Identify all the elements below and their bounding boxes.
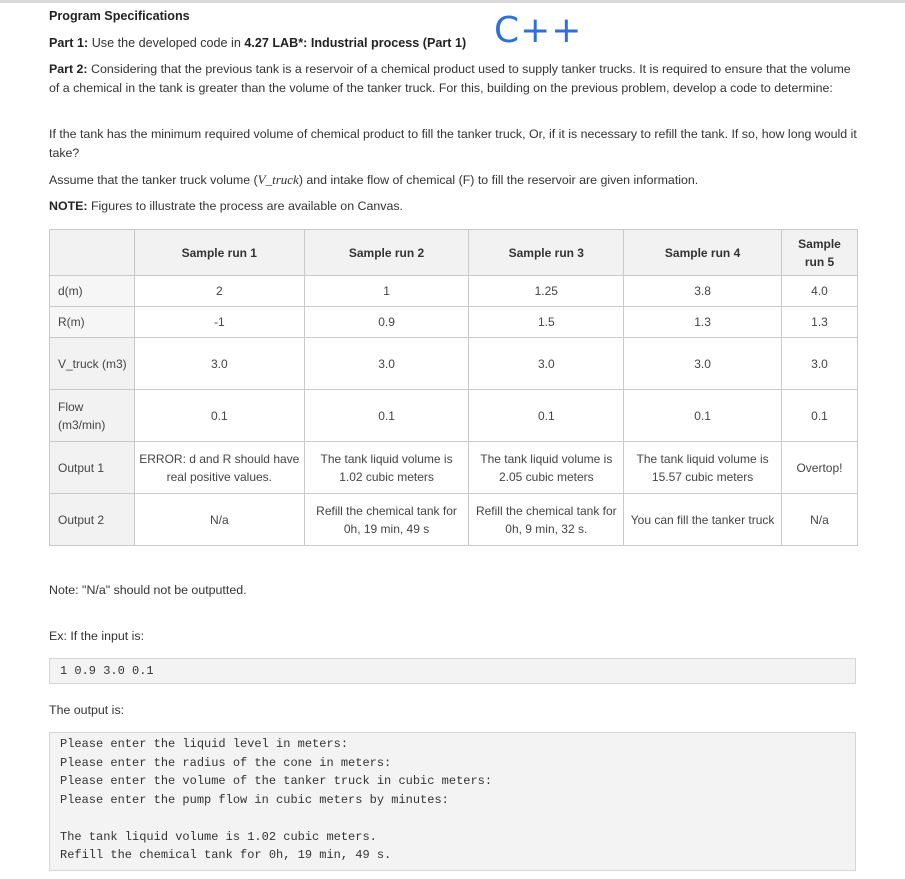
example-input-intro: Ex: If the input is:	[49, 629, 145, 643]
table-row	[50, 338, 858, 390]
table-row	[50, 442, 858, 494]
table-cell: 3.0	[304, 338, 469, 390]
cpp-logo: C++	[494, 10, 583, 51]
assumption-text	[49, 170, 861, 190]
table-cell: 3.8	[624, 276, 782, 307]
table-header-row	[50, 230, 858, 276]
example-input-value: 1 0.9 3.0 0.1	[60, 664, 154, 678]
table-cell: 1.3	[624, 307, 782, 338]
table-cell: 1.3	[781, 307, 857, 338]
table-cell: -1	[134, 307, 304, 338]
header-cell: Sample run 4	[624, 230, 782, 276]
header-cell: Sample run 3	[469, 230, 624, 276]
output-line: Please enter the volume of the tanker truck in cubic meters:	[60, 774, 493, 788]
row-label: Output 2	[50, 494, 135, 546]
table-cell: Overtop!	[781, 442, 857, 494]
table-cell: 0.1	[624, 390, 782, 442]
table-cell: N/a	[134, 494, 304, 546]
header-cell	[50, 230, 135, 276]
row-label: R(m)	[50, 307, 135, 338]
table-row	[50, 276, 858, 307]
table-cell: 1	[304, 276, 469, 307]
header-cell: Sample run 5	[781, 230, 857, 276]
table-cell: 3.0	[134, 338, 304, 390]
part2-body: Considering that the previous tank is a reservoir of a chemical product used to supply tanker trucks. It is required to ensure that the volume of a chemical in the tank is greater than the volume of the tanker truck. For this, building on the previous problem, develop a code to determine:	[49, 62, 851, 95]
table-cell: 2	[134, 276, 304, 307]
output-line: The tank liquid volume is 1.02 cubic meters.	[60, 830, 377, 844]
table-cell: 1.25	[469, 276, 624, 307]
table-cell: 3.0	[624, 338, 782, 390]
table-cell: N/a	[781, 494, 857, 546]
table-cell: 4.0	[781, 276, 857, 307]
part1-text	[49, 36, 466, 50]
table-row	[50, 390, 858, 442]
table-cell: 1.5	[469, 307, 624, 338]
row-label: Flow (m3/min)	[50, 390, 135, 442]
table-cell: 0.9	[304, 307, 469, 338]
row-label: Output 1	[50, 442, 135, 494]
table-row	[50, 494, 858, 546]
table-cell: The tank liquid volume is 1.02 cubic meters	[304, 442, 469, 494]
output-line: Please enter the pump flow in cubic meters by minutes:	[60, 793, 449, 807]
table-cell: Refill the chemical tank for 0h, 19 min, 49 s	[304, 494, 469, 546]
note-body: Figures to illustrate the process are available on Canvas.	[87, 199, 403, 213]
table-cell: 0.1	[469, 390, 624, 442]
table-cell: 0.1	[781, 390, 857, 442]
part2-text	[49, 60, 861, 98]
table-cell: The tank liquid volume is 15.57 cubic meters	[624, 442, 782, 494]
note-na: Note: "N/a" should not be outputted.	[49, 583, 247, 597]
table-cell: You can fill the tanker truck	[624, 494, 782, 546]
assumption-before: Assume that the tanker truck volume (	[49, 173, 258, 187]
table-cell: The tank liquid volume is 2.05 cubic meters	[469, 442, 624, 494]
note-figures	[49, 197, 861, 216]
example-output-box	[49, 732, 856, 871]
table-cell: 0.1	[304, 390, 469, 442]
table-cell: ERROR: d and R should have real positive values.	[134, 442, 304, 494]
table-cell: 0.1	[134, 390, 304, 442]
top-divider	[0, 0, 905, 3]
header-cell: Sample run 2	[304, 230, 469, 276]
table-cell: Refill the chemical tank for 0h, 9 min, 32 s.	[469, 494, 624, 546]
table-cell: 3.0	[469, 338, 624, 390]
row-label: V_truck (m3)	[50, 338, 135, 390]
part1-body: Use the developed code in	[88, 36, 245, 50]
header-cell: Sample run 1	[134, 230, 304, 276]
v-truck-variable: V_truck	[257, 172, 299, 187]
output-line: Please enter the radius of the cone in meters:	[60, 756, 392, 770]
sample-runs-table	[49, 229, 858, 546]
example-output-intro: The output is:	[49, 703, 125, 717]
assumption-after: ) and intake flow of chemical (F) to fill the reservoir are given information.	[298, 173, 699, 187]
output-line: Please enter the liquid level in meters:	[60, 737, 349, 751]
note-label: NOTE:	[49, 199, 88, 213]
output-line: Refill the chemical tank for 0h, 19 min, 49 s.	[60, 848, 392, 862]
table-cell: 3.0	[781, 338, 857, 390]
part2-label: Part 2:	[49, 62, 88, 76]
page-title: Program Specifications	[49, 9, 190, 23]
question-text: If the tank has the minimum required volume of chemical product to fill the tanker truck, Or, if it is necessary to refill the tank. If so, how long would it take?	[49, 127, 857, 160]
table-row	[50, 307, 858, 338]
part1-reference: 4.27 LAB*: Industrial process (Part 1)	[244, 36, 467, 50]
part1-label: Part 1:	[49, 36, 89, 50]
row-label: d(m)	[50, 276, 135, 307]
example-input-box	[49, 658, 856, 684]
